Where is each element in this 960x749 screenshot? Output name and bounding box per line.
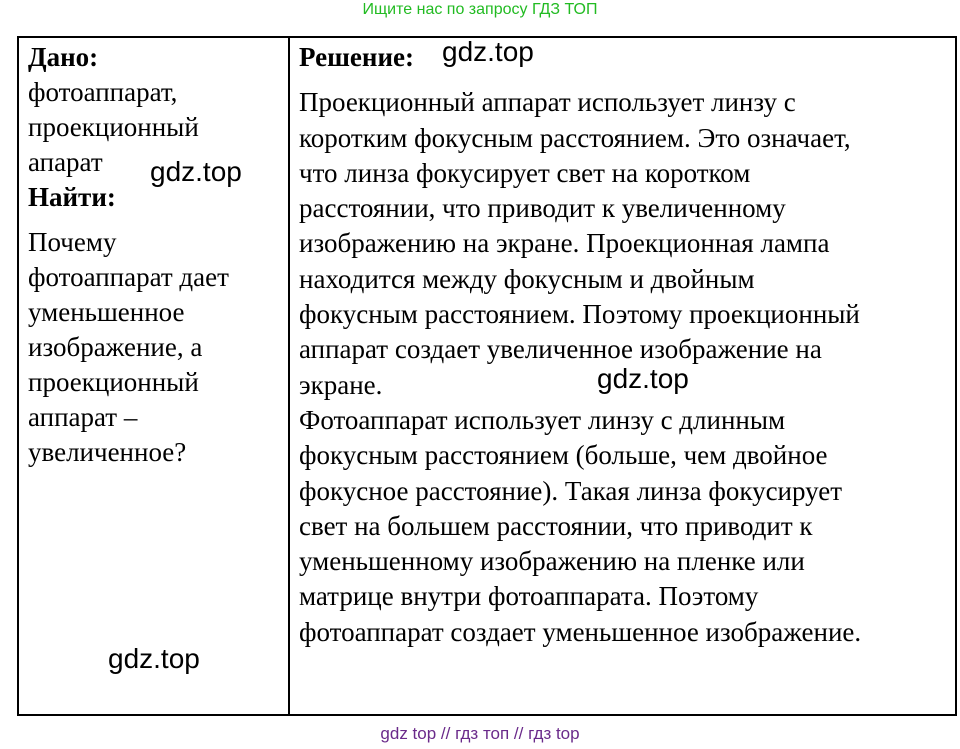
solution-line: экране.: [299, 369, 383, 400]
solution-line: расстоянии, что приводит к увеличенному: [299, 193, 786, 224]
bottom-banner: gdz top // гдз топ // гдз top: [380, 724, 580, 743]
solution-line: фотоаппарат создает уменьшенное изображение.: [299, 616, 862, 647]
find-line: аппарат –: [28, 402, 138, 432]
given-line: апарат: [28, 147, 103, 177]
solution-line: аппарат создает увеличенное изображение на: [299, 334, 822, 365]
solution-column: [299, 40, 949, 650]
solution-line: фокусным расстоянием. Поэтому проекционный: [299, 299, 860, 330]
top-banner: Ищите нас по запросу ГДЗ ТОП: [362, 1, 598, 18]
solution-line: Фотоаппарат использует линзу с длинным: [299, 404, 786, 435]
given-heading: Дано:: [28, 42, 99, 72]
solution-line: свет на большем расстоянии, что приводит к: [299, 510, 813, 541]
column-divider: [288, 36, 290, 716]
find-line: фотоаппарат дает: [28, 262, 229, 292]
watermark-text: gdz.top: [597, 363, 689, 394]
solution-line: уменьшенному изображению на пленке или: [299, 546, 805, 577]
watermark-text: gdz.top: [108, 643, 200, 674]
watermark-text: gdz.top: [442, 36, 534, 67]
find-line: Почему: [28, 227, 117, 257]
solution-line: фокусное расстояние). Такая линза фокусирует: [299, 475, 843, 506]
find-line: уменьшенное: [28, 297, 185, 327]
given-line: проекционный: [28, 112, 199, 142]
find-heading: Найти:: [28, 182, 116, 212]
solution-line: изображению на экране. Проекционная лампа: [299, 228, 830, 259]
solution-line: матрице внутри фотоаппарата. Поэтому: [299, 581, 759, 612]
solution-line: Проекционный аппарат использует линзу с: [299, 87, 796, 118]
find-line: увеличенное?: [28, 437, 187, 467]
solution-line: что линза фокусирует свет на коротком: [299, 157, 751, 188]
find-line: изображение, а: [28, 332, 203, 362]
given-line: фотоаппарат,: [28, 77, 178, 107]
solution-line: фокусным расстоянием (больше, чем двойное: [299, 440, 828, 471]
solution-line: находится между фокусным и двойным: [299, 263, 755, 294]
watermark-text: gdz.top: [150, 156, 242, 187]
solution-heading: Решение:: [299, 42, 414, 72]
solution-line: коротким фокусным расстоянием. Это означает,: [299, 122, 851, 153]
given-column: [28, 40, 283, 470]
find-line: проекционный: [28, 367, 199, 397]
